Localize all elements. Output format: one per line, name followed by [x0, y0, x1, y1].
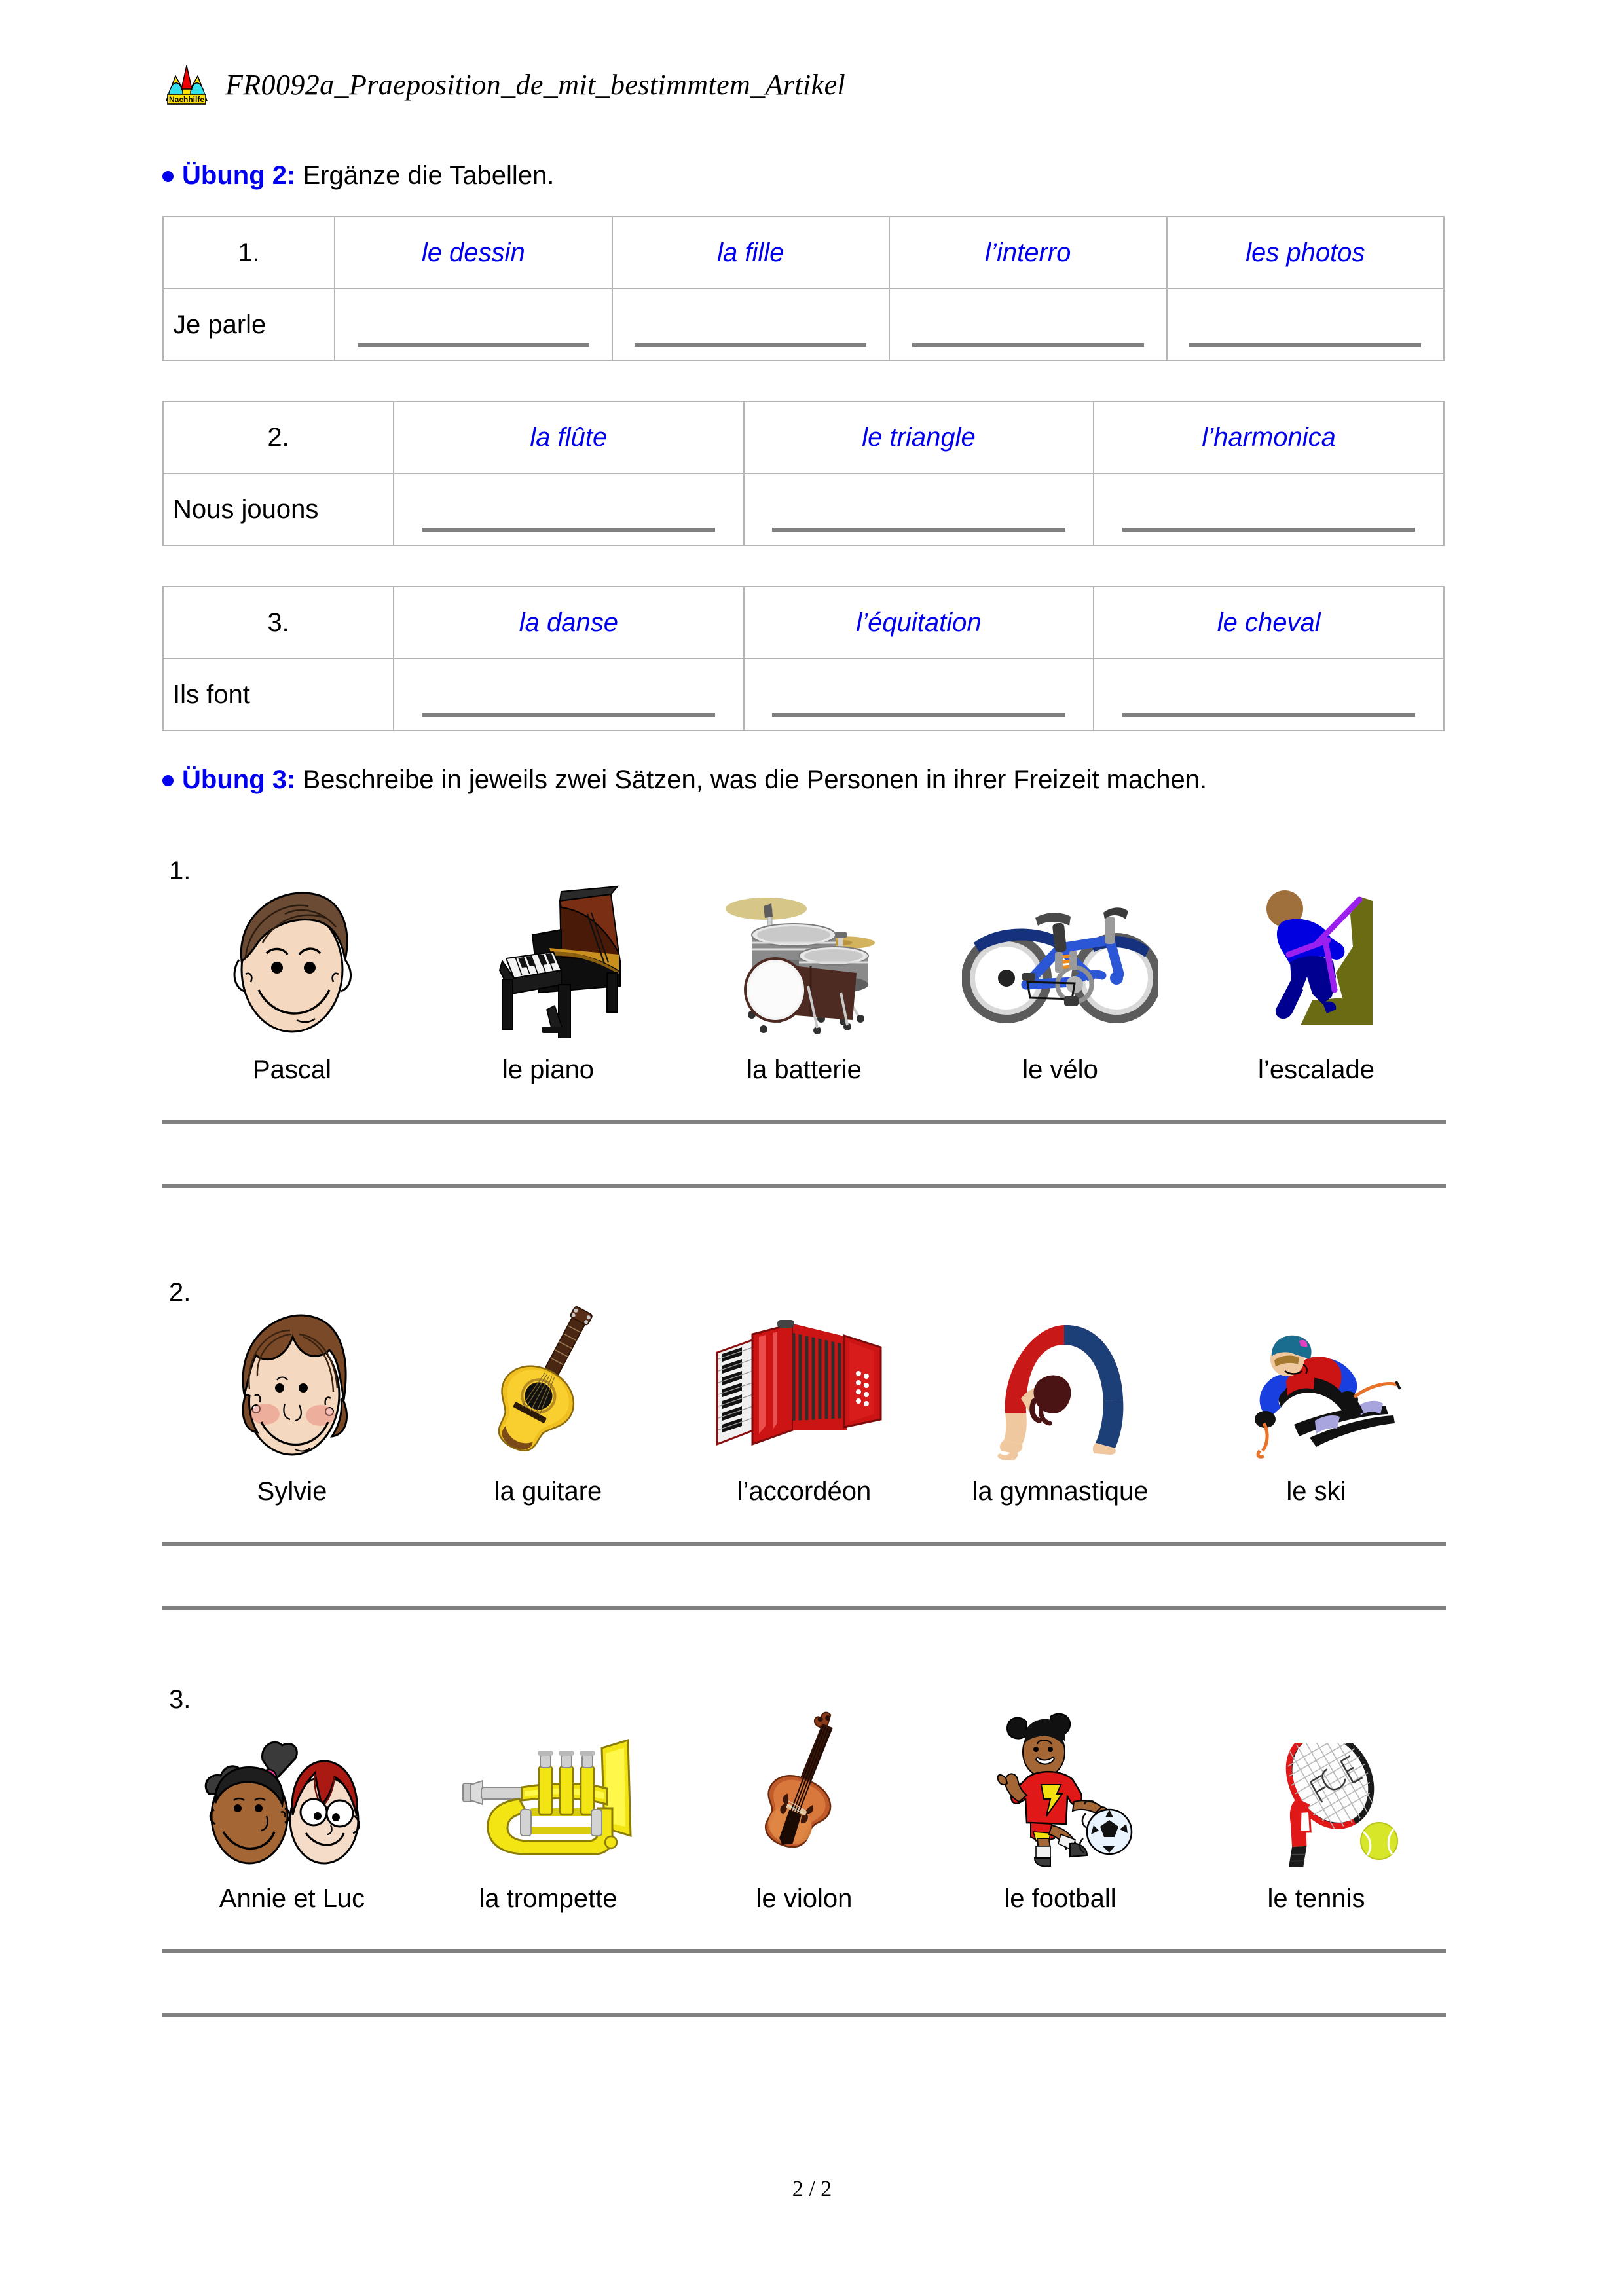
- writing-line[interactable]: [162, 1542, 1446, 1546]
- table-row: [163, 473, 1444, 545]
- caption-sylvie: Sylvie: [257, 1477, 327, 1506]
- card-climbing: [1198, 868, 1434, 1085]
- violin-icon: [729, 1697, 879, 1867]
- bullet-icon: [162, 775, 174, 786]
- climbing-icon: [1244, 868, 1388, 1038]
- table-3-answer-1[interactable]: [394, 659, 744, 731]
- exercise-3-label: Übung 3:: [182, 765, 296, 794]
- trumpet-icon: [456, 1697, 640, 1867]
- card-trumpet: [430, 1697, 666, 1914]
- card-sylvie: [174, 1290, 410, 1506]
- tennis-racket-icon: [1225, 1697, 1408, 1867]
- answer-line: [772, 713, 1065, 717]
- table-3-number: 3.: [163, 587, 394, 659]
- writing-line[interactable]: [162, 1606, 1446, 1610]
- table-2-header-2: le triangle: [744, 401, 1094, 473]
- table-2-answer-2[interactable]: [744, 473, 1094, 545]
- table-2-subject: Nous jouons: [163, 473, 394, 545]
- table-3-header-2: l’équitation: [744, 587, 1094, 659]
- two-children-faces-icon: [197, 1697, 387, 1867]
- table-3-subject: Ils font: [163, 659, 394, 731]
- caption-gymnastics: la gymnastique: [972, 1477, 1149, 1506]
- group-2-cards: [162, 1310, 1446, 1506]
- nachhilfe-logo-icon: [162, 60, 211, 109]
- table-1-answer-1[interactable]: [335, 289, 612, 361]
- card-bike: [942, 868, 1178, 1085]
- card-violin: [686, 1697, 922, 1914]
- table-1-number: 1.: [163, 217, 335, 289]
- answer-line: [635, 343, 866, 347]
- table-2-answer-1[interactable]: [394, 473, 744, 545]
- table-2-number: 2.: [163, 401, 394, 473]
- table-1-answer-3[interactable]: [889, 289, 1167, 361]
- fill-table-3: [162, 586, 1445, 731]
- picture-group-1: [162, 856, 1446, 1248]
- caption-guitar: la guitare: [494, 1477, 602, 1506]
- page-number: 2 / 2: [792, 2177, 832, 2201]
- exercise-2-instruction: Ergänze die Tabellen.: [303, 161, 555, 190]
- card-pascal: [174, 868, 410, 1085]
- document-title: FR0092a_Praeposition_de_mit_bestimmtem_Artikel: [225, 68, 846, 101]
- document-header: [162, 60, 845, 109]
- answer-line: [422, 528, 715, 532]
- table-1-answer-2[interactable]: [612, 289, 890, 361]
- card-tennis: [1198, 1697, 1434, 1914]
- card-piano: [430, 868, 666, 1085]
- caption-accordion: l’accordéon: [737, 1477, 872, 1506]
- table-1-header-1: le dessin: [335, 217, 612, 289]
- skier-icon: [1231, 1290, 1401, 1460]
- table-1-header-3: l’interro: [889, 217, 1167, 289]
- table-2-header-3: l’harmonica: [1094, 401, 1444, 473]
- drum-kit-icon: [712, 868, 896, 1038]
- table-3-answer-3[interactable]: [1094, 659, 1444, 731]
- bullet-icon: [162, 171, 174, 182]
- grand-piano-icon: [463, 868, 633, 1038]
- picture-group-2: [162, 1278, 1446, 1670]
- page-footer: [0, 2177, 1624, 2202]
- table-1-subject: Je parle: [163, 289, 335, 361]
- fill-table-2: [162, 401, 1445, 546]
- answer-line: [772, 528, 1065, 532]
- answer-line: [422, 713, 715, 717]
- gymnast-icon: [975, 1290, 1145, 1460]
- caption-trumpet: la trompette: [479, 1884, 618, 1913]
- exercise-2-label: Übung 2:: [182, 161, 296, 190]
- table-1-answer-4[interactable]: [1167, 289, 1445, 361]
- card-gymnastics: [942, 1290, 1178, 1506]
- caption-drums: la batterie: [747, 1055, 862, 1084]
- group-3-writing-lines: [162, 1949, 1446, 2017]
- caption-tennis: le tennis: [1267, 1884, 1365, 1913]
- table-row: [163, 401, 1444, 473]
- accordion-icon: [709, 1290, 899, 1460]
- caption-annie-et-luc: Annie et Luc: [219, 1884, 365, 1913]
- group-3-number: 3.: [169, 1685, 191, 1714]
- caption-football: le football: [1004, 1884, 1116, 1913]
- writing-line[interactable]: [162, 1184, 1446, 1188]
- table-1-header-4: les photos: [1167, 217, 1445, 289]
- group-1-cards: [162, 888, 1446, 1085]
- answer-line: [358, 343, 589, 347]
- table-1-header-2: la fille: [612, 217, 890, 289]
- caption-bike: le vélo: [1022, 1055, 1098, 1084]
- exercise-3-instruction: Beschreibe in jeweils zwei Sätzen, was die Personen in ihrer Freizeit machen.: [303, 765, 1208, 794]
- acoustic-guitar-icon: [473, 1290, 623, 1460]
- answer-line: [1122, 713, 1415, 717]
- caption-ski: le ski: [1286, 1477, 1346, 1506]
- table-row: [163, 587, 1444, 659]
- group-2-writing-lines: [162, 1542, 1446, 1610]
- soccer-player-icon: [978, 1697, 1142, 1867]
- card-football: [942, 1697, 1178, 1914]
- fill-table-1: [162, 216, 1445, 361]
- group-2-number: 2.: [169, 1278, 191, 1307]
- bicycle-icon: [962, 868, 1158, 1038]
- caption-piano: le piano: [502, 1055, 595, 1084]
- writing-line[interactable]: [162, 1949, 1446, 1953]
- caption-violin: le violon: [756, 1884, 853, 1913]
- table-3-answer-2[interactable]: [744, 659, 1094, 731]
- svg-text:Nachhilfe: Nachhilfe: [168, 95, 205, 104]
- answer-line: [912, 343, 1144, 347]
- group-1-writing-lines: [162, 1120, 1446, 1188]
- card-guitar: [430, 1290, 666, 1506]
- table-2-header-1: la flûte: [394, 401, 744, 473]
- table-row: [163, 217, 1444, 289]
- table-3-header-1: la danse: [394, 587, 744, 659]
- group-1-number: 1.: [169, 856, 191, 885]
- card-drums: [686, 868, 922, 1085]
- answer-line: [1122, 528, 1415, 532]
- boy-face-icon: [217, 868, 367, 1038]
- group-3-cards: [162, 1717, 1446, 1914]
- card-annie-et-luc: [174, 1697, 410, 1914]
- writing-line[interactable]: [162, 2013, 1446, 2017]
- exercise-2-heading: [162, 157, 554, 194]
- caption-pascal: Pascal: [252, 1055, 332, 1084]
- table-3-header-3: le cheval: [1094, 587, 1444, 659]
- caption-climbing: l’escalade: [1258, 1055, 1375, 1084]
- table-row: [163, 659, 1444, 731]
- picture-group-3: [162, 1685, 1446, 2077]
- card-accordion: [686, 1290, 922, 1506]
- answer-line: [1189, 343, 1421, 347]
- card-ski: [1198, 1290, 1434, 1506]
- girl-face-icon: [217, 1290, 367, 1460]
- writing-line[interactable]: [162, 1120, 1446, 1124]
- table-2-answer-3[interactable]: [1094, 473, 1444, 545]
- table-row: [163, 289, 1444, 361]
- exercise-3-heading: [162, 761, 1446, 799]
